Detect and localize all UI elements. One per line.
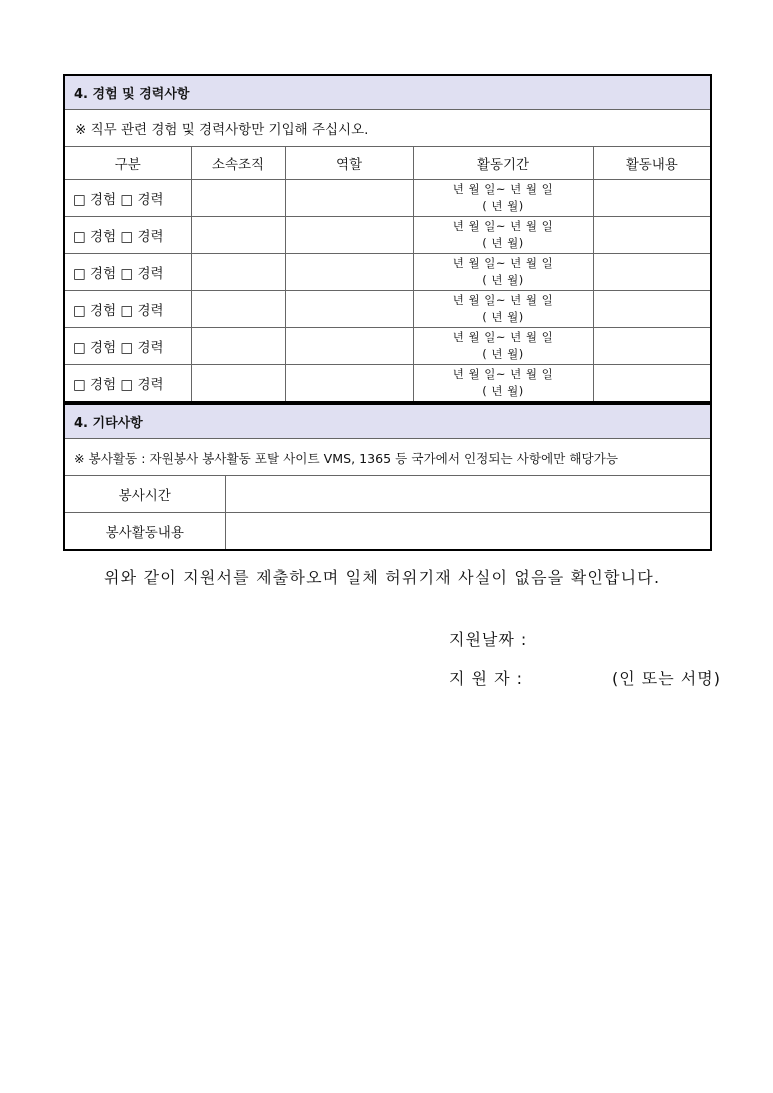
activity-cell[interactable] [593,254,711,291]
experience-kind-checkboxes[interactable]: □ 경험 □ 경력 [64,328,191,365]
period-duration: ( 년 월) [482,347,524,361]
period-cell[interactable] [413,180,593,217]
organization-cell[interactable] [191,254,285,291]
role-cell[interactable] [285,180,413,217]
period-dates: 년 월 일~ 년 월 일 [452,367,554,381]
experience-row [64,217,711,254]
period-cell[interactable] [413,365,593,403]
organization-cell[interactable] [191,217,285,254]
organization-cell[interactable] [191,328,285,365]
period-dates: 년 월 일~ 년 월 일 [452,182,554,196]
experience-kind-checkboxes[interactable]: □ 경험 □ 경력 [64,180,191,217]
experience-column-headers [64,147,711,180]
volunteer-activity-row [64,513,711,551]
volunteer-activity-field[interactable] [225,513,711,551]
volunteer-hours-field[interactable] [225,476,711,513]
period-cell[interactable] [413,291,593,328]
activity-cell[interactable] [593,217,711,254]
column-header-activity: 활동내용 [593,147,711,180]
application-form-sheet [63,74,710,551]
other-info-table [63,403,712,551]
experience-kind-checkboxes[interactable]: □ 경험 □ 경력 [64,254,191,291]
experience-section-title: 4. 경험 및 경력사항 [64,75,711,110]
application-date-label: 지원날짜 : [449,630,528,649]
role-cell[interactable] [285,254,413,291]
organization-cell[interactable] [191,180,285,217]
period-duration: ( 년 월) [482,199,524,213]
column-header-period: 활동기간 [413,147,593,180]
volunteer-hours-row [64,476,711,513]
column-header-organization: 소속조직 [191,147,285,180]
activity-cell[interactable] [593,365,711,403]
experience-table [63,74,712,403]
period-dates: 년 월 일~ 년 월 일 [452,219,554,233]
activity-cell[interactable] [593,291,711,328]
experience-kind-checkboxes[interactable]: □ 경험 □ 경력 [64,365,191,403]
period-cell[interactable] [413,328,593,365]
activity-cell[interactable] [593,180,711,217]
role-cell[interactable] [285,291,413,328]
experience-kind-checkboxes[interactable]: □ 경험 □ 경력 [64,291,191,328]
volunteer-activity-label: 봉사활동내용 [64,513,225,551]
organization-cell[interactable] [191,365,285,403]
role-cell[interactable] [285,328,413,365]
activity-cell[interactable] [593,328,711,365]
column-header-role: 역할 [285,147,413,180]
experience-row [64,291,711,328]
experience-kind-checkboxes[interactable]: □ 경험 □ 경력 [64,217,191,254]
role-cell[interactable] [285,365,413,403]
experience-row [64,254,711,291]
period-duration: ( 년 월) [482,310,524,324]
period-duration: ( 년 월) [482,236,524,250]
period-dates: 년 월 일~ 년 월 일 [452,293,554,307]
experience-note: ※ 직무 관련 경험 및 경력사항만 기입해 주십시오. [64,110,711,147]
period-cell[interactable] [413,254,593,291]
role-cell[interactable] [285,217,413,254]
applicant-label: 지 원 자 : [449,669,524,688]
experience-row [64,365,711,403]
period-duration: ( 년 월) [482,384,524,398]
experience-row [64,180,711,217]
period-dates: 년 월 일~ 년 월 일 [452,330,554,344]
seal-or-signature-text: (인 또는 서명) [612,669,721,688]
column-header-kind: 구분 [64,147,191,180]
period-cell[interactable] [413,217,593,254]
period-dates: 년 월 일~ 년 월 일 [452,256,554,270]
confirmation-statement: 위와 같이 지원서를 제출하오며 일체 허위기재 사실이 없음을 확인합니다. [104,568,661,587]
organization-cell[interactable] [191,291,285,328]
experience-row [64,328,711,365]
volunteer-note: ※ 봉사활동 : 자원봉사 봉사활동 포탈 사이트 VMS, 1365 등 국가에서 인정되는 사항에만 해당가능 [64,439,711,476]
volunteer-hours-label: 봉사시간 [64,476,225,513]
other-section-title: 4. 기타사항 [64,404,711,439]
period-duration: ( 년 월) [482,273,524,287]
